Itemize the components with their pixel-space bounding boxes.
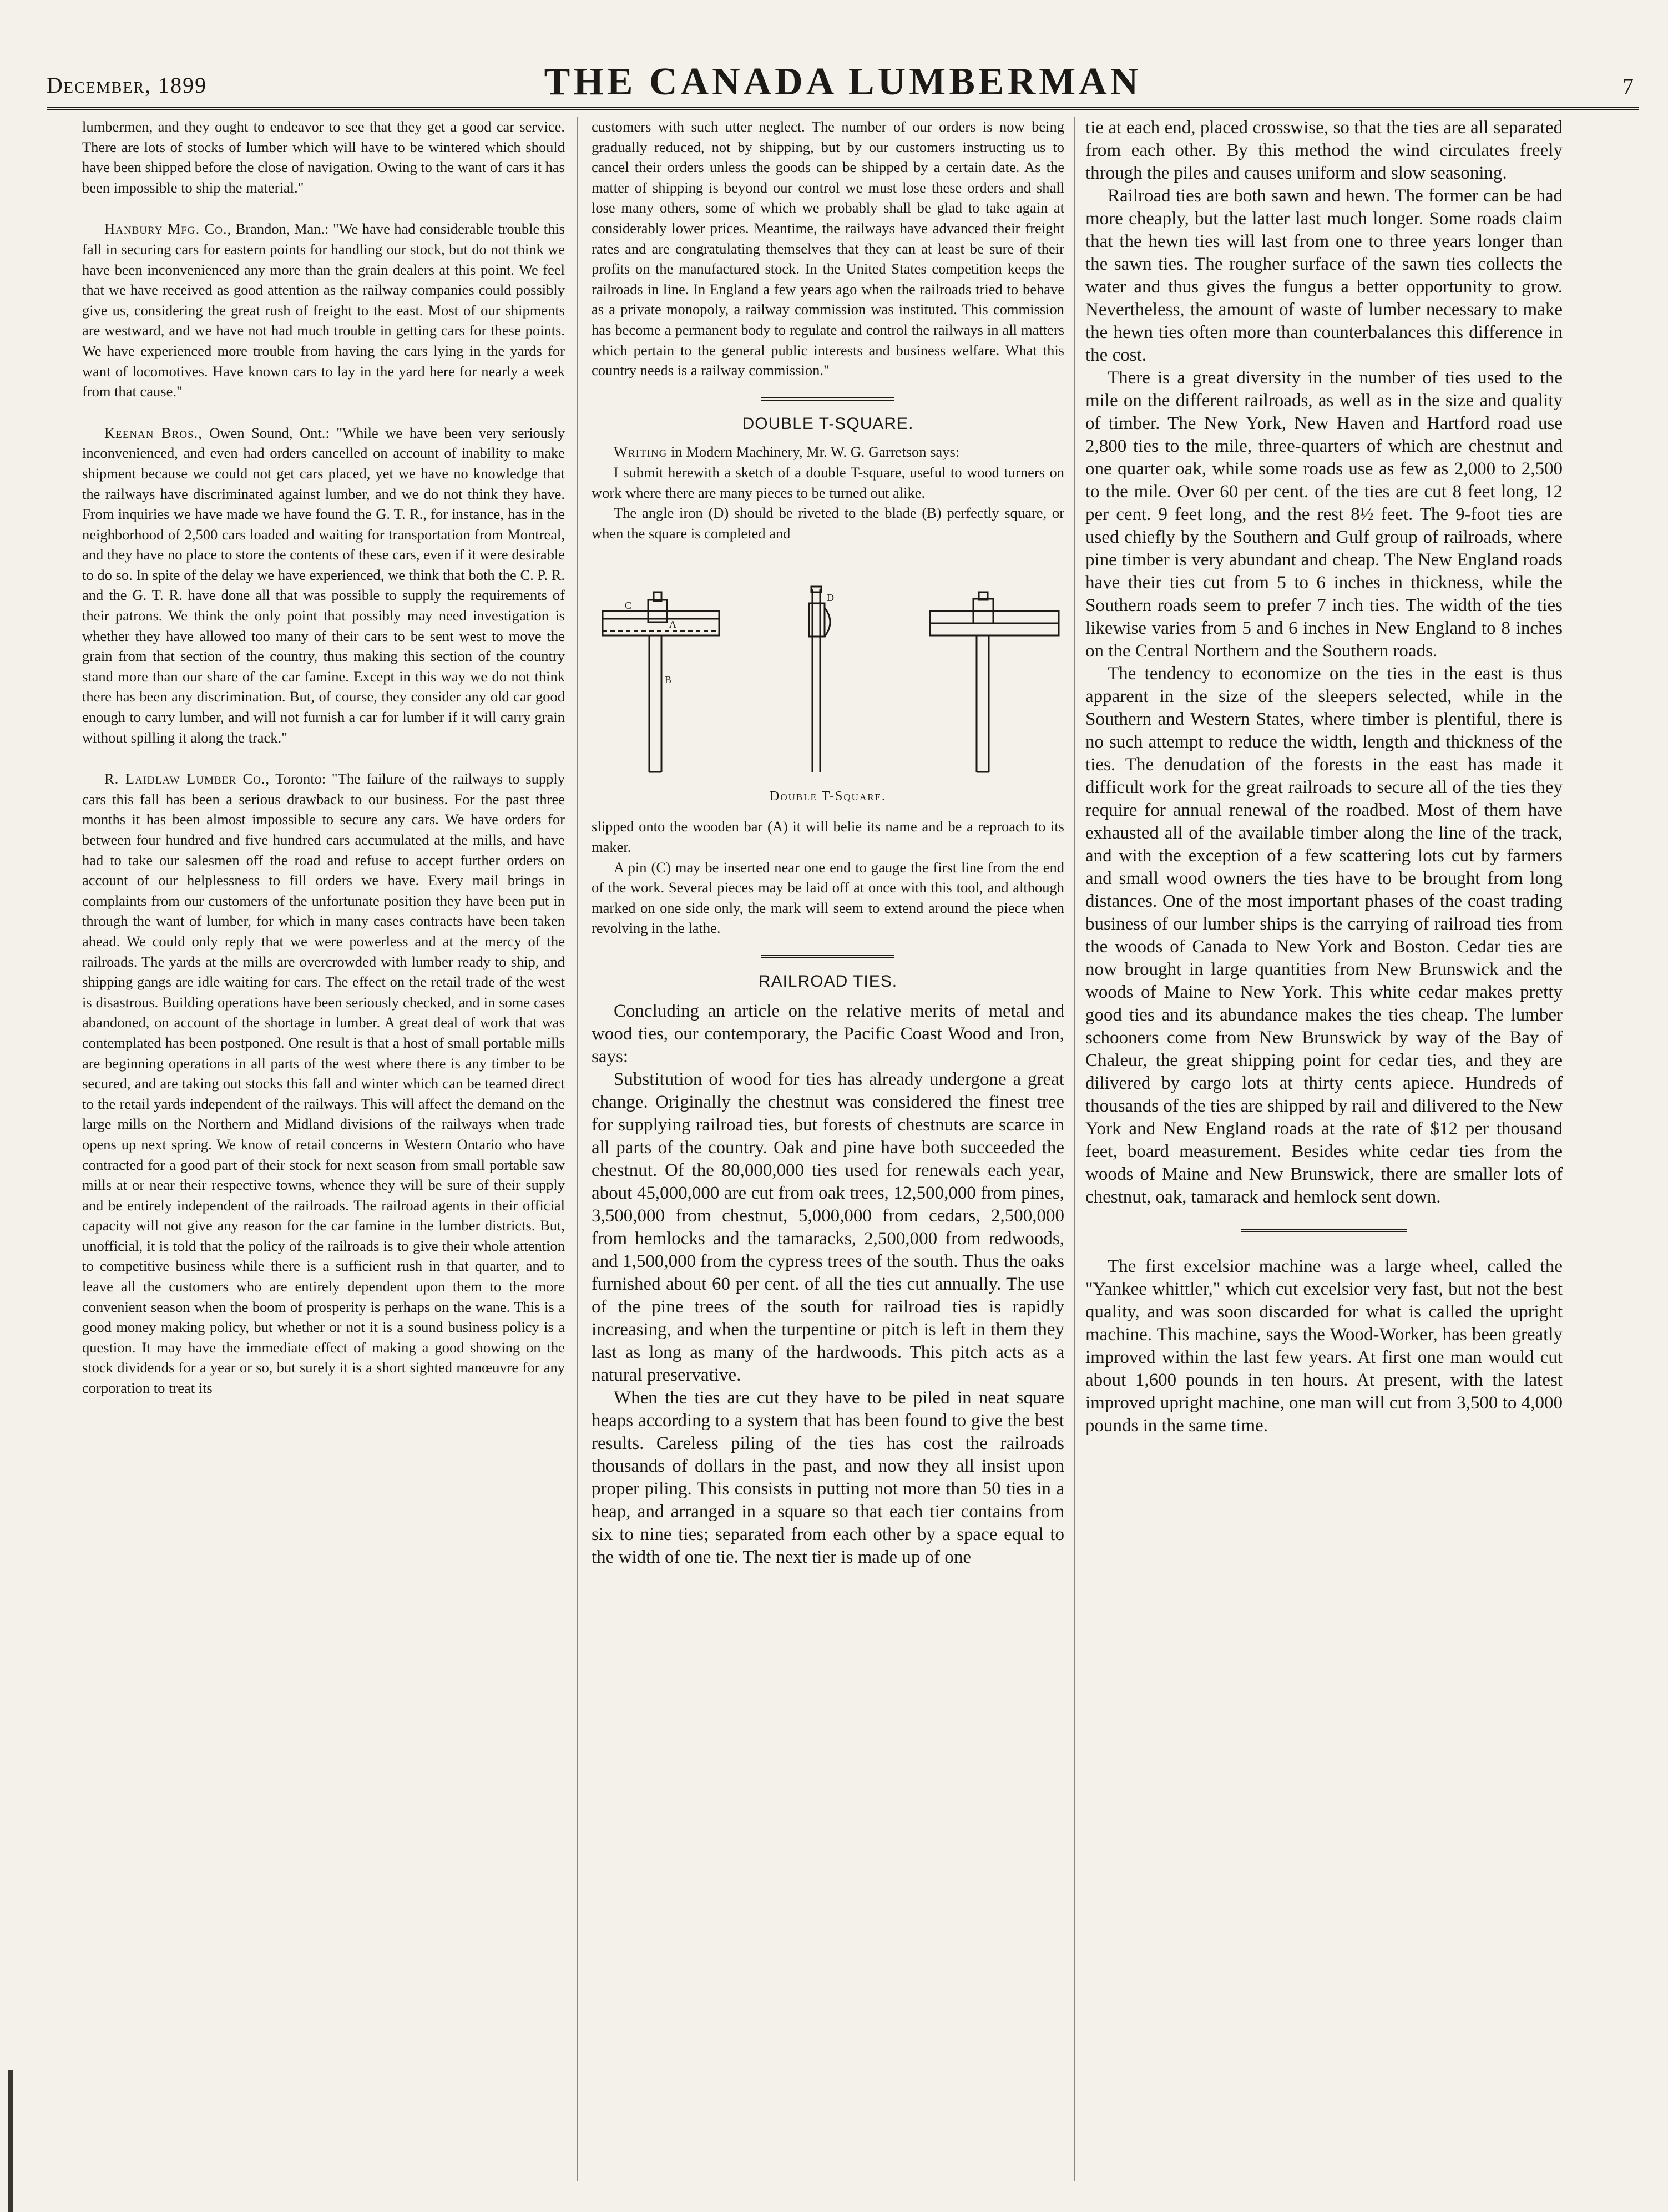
- t-square-paragraph-3: The angle iron (D) should be riveted to the blade (B) perfectly square, or when the square is completed and: [592, 504, 1064, 542]
- commission-paragraph: customers with such utter neglect. The number of our orders is now being gradually reduced, not by shipping, but by our customers instructing us to cancel their orders unless the goods can be shipped by a certain date. As the matter of shipping is beyond our control we must lose these orders and shall lose many others, some of which we probably shall be glad to take again at considerably lower prices. Meantime, the railways have advanced their freight rates and are congratulating themselves that they can at least be sure of their profits on the manufactured stock. In the United States competition keeps the railroads in line. In England a few years ago when the railroads tried to behave as a private monopoly, a railway commission was instituted. This commission has become a permanent body to regulate and control the railways in all matters which pertain to the general public interests and business welfare. What this country needs is a railway commission.": [592, 118, 1064, 379]
- hanbury-letter-text: Brandon, Man.: "We have had considerable trouble this fall in securing cars for eastern points for handling our stock, but do not think we have been inconvenienced any more than the grain dealers at this point. We feel that we have received as good attention as the railway companies could possibly give us, considering the great rush of freight to the east. Most of our shipments are westward, and we have not had much trouble in getting cars for these points. We have experienced more trouble from having the cars lying in the yards for want of locomotives. Have known cars to lay in the yard here for nearly a week from that cause.": [82, 220, 565, 400]
- column-three: [1085, 117, 1563, 1437]
- issue-date: December, 1899: [47, 73, 208, 98]
- ties-paragraph-3: When the ties are cut they have to be piled in neat square heaps according to a system that has been found to give the best results. Careless piling of the ties has cost the railroads thousands of dollars in the past, and now they all insist upon proper piling. This consists in putting not more than 50 ties in a heap, and arranged in a square so that each tier contains from six to nine ties; separated from each other by a space equal to the width of one tie. The next tier is made up of one: [592, 1387, 1064, 1567]
- masthead: [47, 60, 1639, 104]
- double-t-square-illustration: [592, 550, 1064, 777]
- ties-continued: tie at each end, placed crosswise, so that the ties are all separated from each other. By this method the wind circulates freely through the piles and causes uniform and slow seasoning.: [1085, 118, 1563, 183]
- t-square-paragraph-4: slipped onto the wooden bar (A) it will belie its name and be a reproach to its maker.: [592, 818, 1064, 856]
- car-service-paragraph: lumbermen, and they ought to endeavor to see that they get a good car service. There are lots of stocks of lumber which will have to be wintered which should have been shipped before the close of navigation. Owing to the want of cars it has been impossible to ship the material.": [82, 118, 565, 196]
- page-number: 7: [1622, 74, 1634, 99]
- keenan-firm-name: Keenan Bros.,: [104, 424, 203, 441]
- ties-paragraph-2: Substitution of wood for ties has already undergone a great change. Originally the chestnut was considered the finest tree for supplying railroad ties, but forests of chestnuts are scarce in all parts of the country. Oak and pine have both succeeded the chestnut. Of the 80,000,000 ties used for renewals each year, about 45,000,000 are cut from oak trees, 12,500,000 from pines, 3,500,000 from chestnut, 5,000,000 from cedars, 2,500,000 from hemlocks and the tamaracks, 2,500,000 from redwoods, and 1,500,000 from the cypress trees of the south. Thus the oaks furnished about 60 per cent. of all the ties cut annually. The use of the pine trees of the south for railroad ties is rapidly increasing, and when the turpentine or pitch is left in them they last as long as many of the hardwoods. This pitch acts as a natural preservative.: [592, 1069, 1064, 1385]
- figure-caption: Double T-Square.: [770, 789, 886, 804]
- t-square-paragraph-5: A pin (C) may be inserted near one end to gauge the first line from the end of the work. Several pieces may be laid off at once with this tool, and although marked on one side only, the mark will seem to extend around the piece when revolving in the lathe.: [592, 858, 1064, 937]
- heading-double-t-square: DOUBLE T-SQUARE.: [742, 414, 914, 433]
- column-one: [82, 117, 565, 1398]
- keenan-letter: [82, 423, 565, 748]
- t-square-lead-word: Writing: [614, 443, 668, 461]
- section-separator: [1241, 1229, 1407, 1232]
- margin-bar: [8, 2070, 13, 2212]
- sawn-hewn-paragraph: Railroad ties are both sawn and hewn. The former can be had more cheaply, but the latter last much longer. Some roads claim that the hewn ties will last from one to three years longer than the sawn ties. The rougher surface of the sawn ties collects the water and thus gives the fungus a better opportunity to grow. Nevertheless, the amount of waste of lumber necessary to make the hewn ties often more than counterbalances this difference in the cost.: [1085, 186, 1563, 365]
- figure-label-a: A: [669, 619, 676, 630]
- figure-label-b: B: [665, 674, 672, 686]
- hanbury-letter: [82, 219, 565, 401]
- laidlaw-firm-name: R. Laidlaw Lumber Co.,: [104, 770, 270, 787]
- column-divider: [1074, 117, 1075, 2181]
- ties-intro: Concluding an article on the relative merits of metal and wood ties, our contemporary, the Pacific Coast Wood and Iron, says:: [592, 1001, 1064, 1067]
- column-two: [592, 117, 1064, 1569]
- column-divider: [577, 117, 578, 2181]
- excelsior-paragraph: The first excelsior machine was a large wheel, called the "Yankee whittler," which cut excelsior very fast, but not the best quality, and was soon discarded for what is called the upright machine. This machine, says the Wood-Worker, has been greatly improved within the last few years. At first one man would cut about 1,600 pounds in ten hours. At present, with the latest improved upright machine, one man will cut from 3,500 to 4,000 pounds in the same time.: [1085, 1256, 1563, 1436]
- railroad-ties-article: [592, 1000, 1064, 1569]
- heading-railroad-ties: RAILROAD TIES.: [758, 972, 898, 991]
- laidlaw-letter: [82, 769, 565, 1398]
- section-separator: [761, 397, 894, 401]
- masthead-rule: [47, 107, 1639, 110]
- figure-label-d: D: [827, 592, 834, 604]
- figure-label-c: C: [625, 600, 632, 612]
- laidlaw-letter-text: Toronto: "The failure of the railways to supply cars this fall has been a serious drawback to our business. For the past three months it has been almost impossible to secure any cars. We have orders for between four hundred and five hundred cars accumulated at the mills, and have had to take our salesmen off the road and refuse to accept further orders on account of our helplessness to fill orders we have. Every mail brings in complaints from our customers of the unfortunate position they have been put in through the want of lumber, for which in many cases contracts have been taken ahead. We could only reply that we were powerless and at the mercy of the railroads. The yards at the mills are overcrowded with lumber ready to ship, and shipping gangs are idle waiting for cars. The effect on the retail trade of the west is disastrous. Building operations have been seriously checked, and in some cases abandoned, on account of the shortage in lumber. A great deal of work that was contemplated has been postponed. One result is that a host of small portable mills are beginning operations in all parts of the west where there is any timber to be secured, and are taking out stocks this fall and winter which can be teamed direct to the retail yards independent of the railways. This will affect the demand on the large mills on the Northern and Midland divisions of the railways when trade opens up next spring. We know of retail concerns in Western Ontario who have contracted for a good part of their stock for next season from small portable saw mills at or near their respective towns, whence they will be sure of their supply and be entirely independent of the railroads. The railroad agents in their official capacity will not give any reason for the car famine in the lumber districts. But, unofficial, it is told that the policy of the railroads is to give their whole attention to competitive business while there is a sufficient rush in that quarter, and to leave all the customers who are entirely dependent upon them to the more convenient season when the boom of prosperity is perhaps on the wane. This is a good money making policy, but whether or not it is a sound business policy is a question. It may have the immediate effect of making a good showing on the stock dividends for a year or so, but surely it is a short sighted manœuvre for any corporation to treat its: [82, 770, 565, 1397]
- hanbury-firm-name: Hanbury Mfg. Co.,: [104, 220, 232, 238]
- t-square-intro: [592, 442, 1064, 462]
- ties-per-mile-paragraph: There is a great diversity in the number of ties used to the mile on the different railroads, as well as in the size and quality of timber. The New York, New Haven and Hartford road use 2,800 ties to the mile, three-quarters of which are chestnut and one quarter oak, while some roads use as few as 2,000 to 2,500 to the mile. Over 60 per cent. of the ties are cut 8 feet long, 12 per cent. 9 feet long, and the rest 8½ feet. The 9-foot ties are used chiefly by the Southern and Gulf group of railroads, where pine timber is very abundant and cheap. The New England roads have their ties cut from 5 to 6 inches in thickness, while the Southern roads seem to prefer 7 inch ties. The width of the ties likewise varies from 5 and 6 inches in New England to 8 inches on the Central Northern and the Southern roads.: [1085, 368, 1563, 661]
- keenan-letter-text: Owen Sound, Ont.: "While we have been very seriously inconvenienced, and even had orders cancelled on account of inability to make shipment because we could not get cars placed, yet we have no knowledge that the railways have discriminated against lumber, and we do not think they have. From inquiries we have made we have found the G. T. R., for instance, has in the neighborhood of 2,500 cars loaded and waiting for transportation from Montreal, and they have no place to store the contents of these cars, even if it were desirable to do so. In spite of the delay we have experienced, we think that both the C. P. R. and the G. T. R. have done all that was possible to supply the requirements of their patrons. We think the only point that possibly may need investigation is whether they have allowed too many of their cars to be sent west to move the grain from that section of the country, thus making this section of the country stand more than our share of the car famine. Except in this way we do not think there has been any discrimination. But, of course, they consider any old car good enough to carry lumber, and will not furnish a car for lumber if it will carry grain without spilling it along the track.": [82, 424, 565, 746]
- section-separator: [761, 955, 894, 958]
- t-square-intro-text: in Modern Machinery, Mr. W. G. Garretson says:: [667, 443, 960, 461]
- t-square-paragraph-2: I submit herewith a sketch of a double T-square, useful to wood turners on work where there are many pieces to be turned out alike.: [592, 463, 1064, 501]
- economize-paragraph: The tendency to economize on the ties in the east is thus apparent in the size of the sleepers selected, while in the Southern and Western States, where timber is plentiful, there is no such attempt to reduce the width, length and thickness of the ties. The denudation of the forests in the east has made it difficult work for the great railroads to secure all of the ties they require for annual renewal of the roadbed. Most of them have exhausted all of the available timber along the line of the track, and with the exception of a few scattering lots cut by farmers and small wood owners the ties have to be brought from long distances. One of the most important phases of the coast trading business of our lumber ships is the carrying of railroad ties from the woods of Canada to New York and Boston. Cedar ties are now brought in large quantities from New Brunswick and the woods of Maine to New York. This white cedar makes pretty good ties and its abundance makes the ties cheap. The lumber schooners come from New Brunswick by way of the Bay of Chaleur, the great shipping point for cedar ties, and they are dilivered by cargo lots at thirty cents apiece. Hundreds of thousands of the ties are shipped by rail and dilivered to the New York and New England roads at the rate of $12 per thousand feet, board measurement. Besides white cedar ties from the woods of Maine and New Brunswick, there are smaller lots of chestnut, oak, tamarack and hemlock sent down.: [1085, 664, 1563, 1207]
- publication-title: THE CANADA LUMBERMAN: [544, 60, 1142, 103]
